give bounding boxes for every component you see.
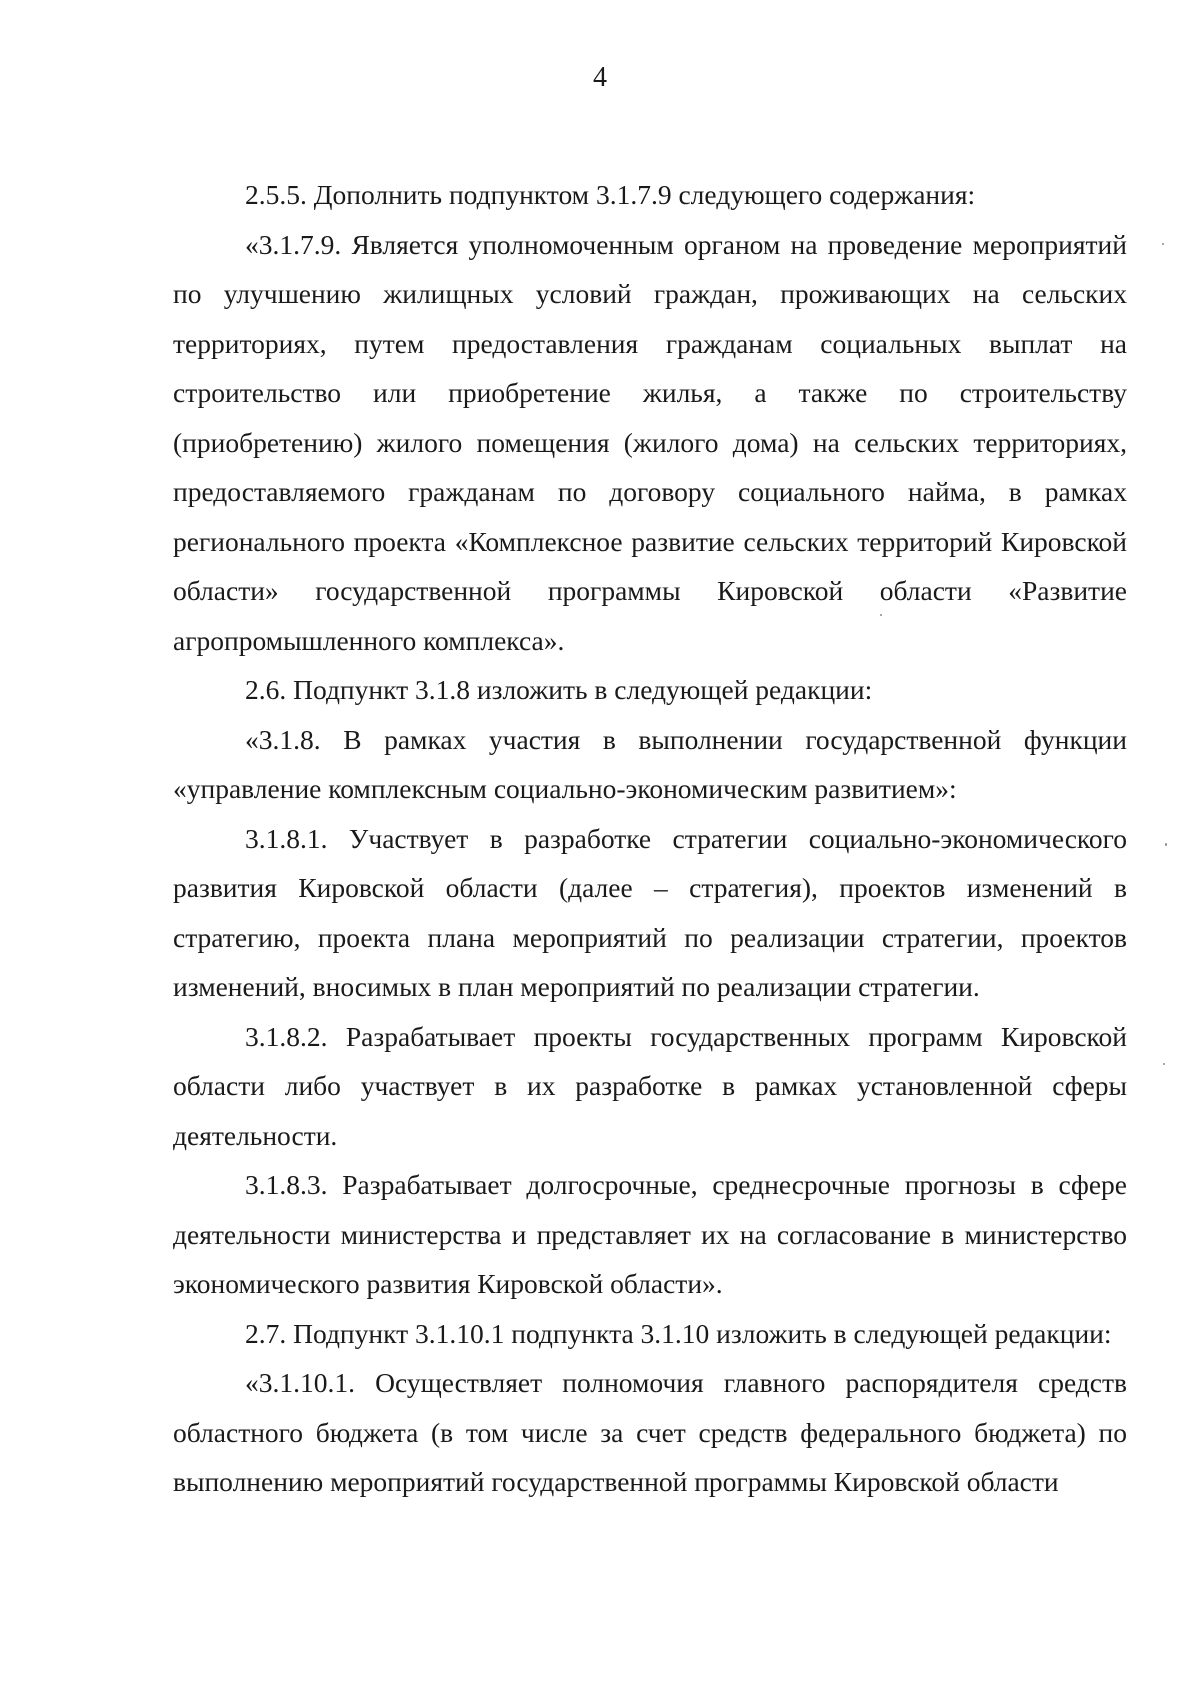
paragraph-3-1-8-2: 3.1.8.2. Разрабатывает проекты государственных программ Кировской области либо участвует в их разработке в рамках установленной сферы деятельности. [173, 1020, 1127, 1151]
paragraph-3-1-8-1: 3.1.8.1. Участвует в разработке стратегии социально-экономического развития Кировской области (далее – стратегия), проектов изменений в стратегию, проекта плана мероприятий по реализации стратегии, проектов изменений, вносимых в план мероприятий по реализации стратегии. [173, 822, 1127, 1002]
paragraph-2-7: 2.7. Подпункт 3.1.10.1 подпункта 3.1.10 изложить в следующей редакции: [245, 1317, 1112, 1349]
scan-speck [880, 614, 882, 616]
paragraph-2-5-5: 2.5.5. Дополнить подпунктом 3.1.7.9 следующего содержания: [245, 179, 976, 210]
document-body [173, 170, 1127, 1507]
paragraph-3-1-8: «3.1.8. В рамках участия в выполнении государственной функции «управление комплексным социально-экономическим развитием»: [173, 723, 1127, 804]
page-number: 4 [593, 62, 607, 93]
paragraph-3-1-8-3: 3.1.8.3. Разрабатывает долгосрочные, среднесрочные прогнозы в сфере деятельности министерства и представляет их на согласование в министерство экономического развития Кировской области». [173, 1169, 1127, 1299]
paragraph-3-1-10-1: «3.1.10.1. Осуществляет полномочия главного распорядителя средств областного бюджета (в том числе за счет средств федерального бюджета) по выполнению мероприятий государственной программы Кировской области [173, 1367, 1127, 1497]
scan-speck [1165, 843, 1167, 846]
scan-speck [1163, 1063, 1165, 1065]
paragraph-3-1-7-9: «3.1.7.9. Является уполномоченным органом на проведение мероприятий по улучшению жилищных условий граждан, проживающих на сельских территориях, путем предоставления гражданам социальных выплат на строительство или приобретение жилья, а также по строительству (приобретению) жилого помещения (жилого дома) на сельских территориях, предоставляемого гражданам по договору социального найма, в рамках регионального проекта «Комплексное развитие сельских территорий Кировской области» государственной программы Кировской области «Развитие агропромышленного комплекса». [173, 228, 1127, 656]
paragraph-2-6: 2.6. Подпункт 3.1.8 изложить в следующей редакции: [245, 674, 873, 705]
scan-speck [1162, 243, 1164, 245]
